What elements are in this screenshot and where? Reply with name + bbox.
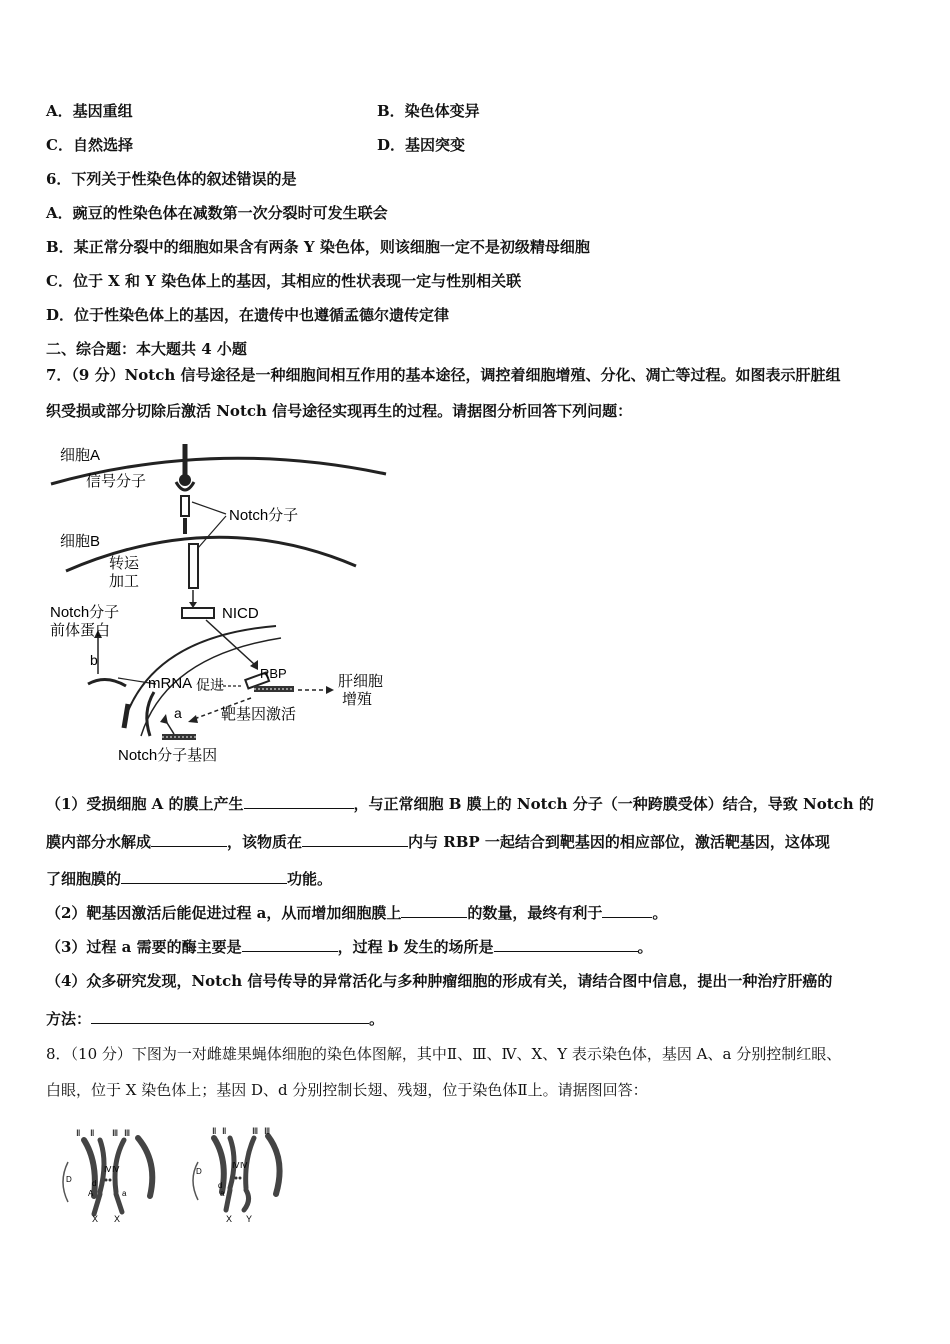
notch-pathway-figure bbox=[46, 436, 391, 771]
f-gene-A: A bbox=[88, 1189, 94, 1198]
section-title: 二、综合题：本大题共 4 小题 bbox=[46, 340, 247, 358]
label-process-b: b bbox=[90, 652, 98, 668]
answer-blank-1[interactable] bbox=[244, 794, 354, 809]
q7-stem-line2: 织受损或部分切除后激活 Notch 信号途径实现再生的过程。请据图分析回答下列问题： bbox=[46, 402, 633, 420]
nicd-box bbox=[182, 608, 214, 618]
label-notch-molecule: Notch分子 bbox=[229, 507, 299, 524]
m-label-iii-b: Ⅲ bbox=[264, 1126, 271, 1136]
f-label-iv-b: Ⅳ bbox=[112, 1165, 120, 1174]
notch-receptor-upper bbox=[181, 496, 189, 516]
answer-blank-9[interactable] bbox=[91, 1009, 369, 1024]
m-label-iii: Ⅲ bbox=[252, 1126, 259, 1136]
label-target-gene: 靶基因激活 bbox=[221, 706, 297, 723]
q7-p1-e: 内与 RBP 一起结合到靶基因的相应部位，激活靶基因，这体现 bbox=[408, 833, 830, 851]
m-label-ii: Ⅱ bbox=[212, 1126, 217, 1136]
f-label-iii: Ⅲ bbox=[112, 1128, 119, 1138]
label-promote: 促进 bbox=[196, 677, 224, 693]
label-transport-1: 转运 bbox=[109, 555, 140, 572]
label-process-a: a bbox=[174, 705, 182, 721]
q7-stem-line1: 7．（9 分）Notch 信号途径是一种细胞间相互作用的基本途径，调控着细胞增殖、分化、凋亡等过程。如图表示肝脏组 bbox=[46, 366, 841, 384]
q8-stem-line1: 8．（10 分）下图为一对雌雄果蝇体细胞的染色体图解，其中Ⅱ、Ⅲ、Ⅳ、X、Y 表示染色体，基因 A、a 分别控制红眼、 bbox=[46, 1045, 842, 1063]
answer-blank-5[interactable] bbox=[401, 903, 467, 918]
q7-p3-c: 。 bbox=[637, 938, 653, 956]
mrna-strand bbox=[88, 679, 126, 686]
q7-part1-line2 bbox=[46, 832, 830, 852]
q7-p3-a: （3）过程 a 需要的酶主要是 bbox=[46, 938, 242, 956]
male-karyotype bbox=[193, 1126, 280, 1224]
f-label-iii-b: Ⅲ bbox=[124, 1128, 131, 1138]
fruitfly-chromosome-figure bbox=[54, 1122, 304, 1224]
q7-p1-d: ，该物质在 bbox=[227, 833, 303, 851]
f-label-iv: Ⅳ bbox=[104, 1165, 112, 1174]
answer-blank-4[interactable] bbox=[121, 869, 287, 884]
answer-blank-6[interactable] bbox=[602, 903, 652, 918]
q7-p4-b: 方法： bbox=[46, 1010, 92, 1028]
answer-blank-3[interactable] bbox=[302, 832, 408, 847]
q6-option-d: D．位于性染色体上的基因，在遗传中也遵循孟德尔遗传定律 bbox=[46, 306, 450, 324]
female-karyotype bbox=[63, 1128, 152, 1224]
q7-p2-a: （2）靶基因激活后能促进过程 a，从而增加细胞膜上 bbox=[46, 904, 402, 922]
q7-part4-line2 bbox=[46, 1009, 384, 1029]
label-nicd: NICD bbox=[222, 605, 259, 622]
label-transport-2: 加工 bbox=[109, 573, 140, 590]
answer-blank-8[interactable] bbox=[494, 937, 638, 952]
f-gene-D: D bbox=[66, 1175, 72, 1184]
q7-part1-line1 bbox=[46, 794, 874, 814]
q7-p1-a: （1）受损细胞 A 的膜上产生 bbox=[46, 795, 244, 813]
label-notch-gene: Notch分子基因 bbox=[118, 747, 218, 764]
q5-option-b: B．染色体变异 bbox=[377, 102, 480, 120]
q6-option-b: B．某正常分裂中的细胞如果含有两条 Y 染色体，则该细胞一定不是初级精母细胞 bbox=[46, 238, 590, 256]
q6-option-c: C．位于 X 和 Y 染色体上的基因，其相应的性状表现一定与性别相关联 bbox=[46, 272, 522, 290]
signal-molecule-head bbox=[179, 474, 191, 486]
q7-part1-line3 bbox=[46, 869, 332, 889]
q7-p1-g: 功能。 bbox=[287, 870, 333, 888]
label-precursor-2: 前体蛋白 bbox=[50, 622, 111, 639]
label-liver-2: 增殖 bbox=[342, 691, 373, 708]
f-gene-d: d bbox=[92, 1179, 97, 1188]
f-label-ii: Ⅱ bbox=[76, 1128, 81, 1138]
label-precursor-1: Notch分子 bbox=[50, 604, 120, 621]
m-gene-a: a bbox=[220, 1189, 225, 1198]
m-label-iv-b: Ⅳ bbox=[240, 1161, 248, 1170]
label-signal-molecule: 信号分子 bbox=[86, 473, 147, 490]
f-chrom-x1: X bbox=[92, 1214, 99, 1224]
label-mrna: mRNA bbox=[148, 675, 193, 692]
q5-option-a: A．基因重组 bbox=[46, 102, 133, 120]
m-gene-D: D bbox=[196, 1167, 202, 1176]
q7-p4-c: 。 bbox=[369, 1010, 385, 1028]
answer-blank-7[interactable] bbox=[242, 937, 338, 952]
q7-p1-b: ，与正常细胞 B 膜上的 Notch 分子（一种跨膜受体）结合，导致 Notch 的 bbox=[353, 795, 874, 813]
m-chrom-x: X bbox=[226, 1214, 233, 1224]
q5-option-d: D．基因突变 bbox=[377, 136, 466, 154]
q7-p3-b: ，过程 b 发生的场所是 bbox=[337, 938, 494, 956]
m-gene-d: d bbox=[218, 1181, 223, 1190]
q8-stem-line2: 白眼，位于 X 染色体上；基因 D、d 分别控制长翅、残翅，位于染色体Ⅱ上。请据图回答： bbox=[46, 1081, 648, 1099]
q7-p2-c: 。 bbox=[652, 904, 668, 922]
q6-option-a: A．豌豆的性染色体在减数第一次分裂时可发生联会 bbox=[46, 204, 388, 222]
q5-option-c: C．自然选择 bbox=[46, 136, 133, 154]
m-chrom-y: Y bbox=[246, 1214, 253, 1224]
q7-p1-c: 膜内部分水解成 bbox=[46, 833, 152, 851]
answer-blank-2[interactable] bbox=[151, 832, 227, 847]
label-liver-1: 肝细胞 bbox=[338, 673, 384, 690]
f-label-ii-b: Ⅱ bbox=[90, 1128, 95, 1138]
q7-part2 bbox=[46, 903, 667, 923]
label-cell-a: 细胞A bbox=[60, 447, 101, 464]
q7-p2-b: 的数量，最终有利于 bbox=[467, 904, 603, 922]
label-cell-b: 细胞B bbox=[60, 533, 101, 550]
q7-part3 bbox=[46, 937, 653, 957]
q6-stem: 6．下列关于性染色体的叙述错误的是 bbox=[46, 170, 297, 188]
m-label-iv: Ⅳ bbox=[232, 1161, 240, 1170]
q7-p1-f: 了细胞膜的 bbox=[46, 870, 122, 888]
f-gene-a: a bbox=[122, 1189, 127, 1198]
notch-receptor-lower bbox=[189, 544, 198, 588]
f-chrom-x2: X bbox=[114, 1214, 121, 1224]
label-rbp: RBP bbox=[260, 666, 287, 681]
q7-part4-line1: （4）众多研究发现，Notch 信号传导的异常活化与多种肿瘤细胞的形成有关，请结合图中信息，提出一种治疗肝癌的 bbox=[46, 972, 833, 990]
m-label-ii-b: Ⅱ bbox=[222, 1126, 227, 1136]
